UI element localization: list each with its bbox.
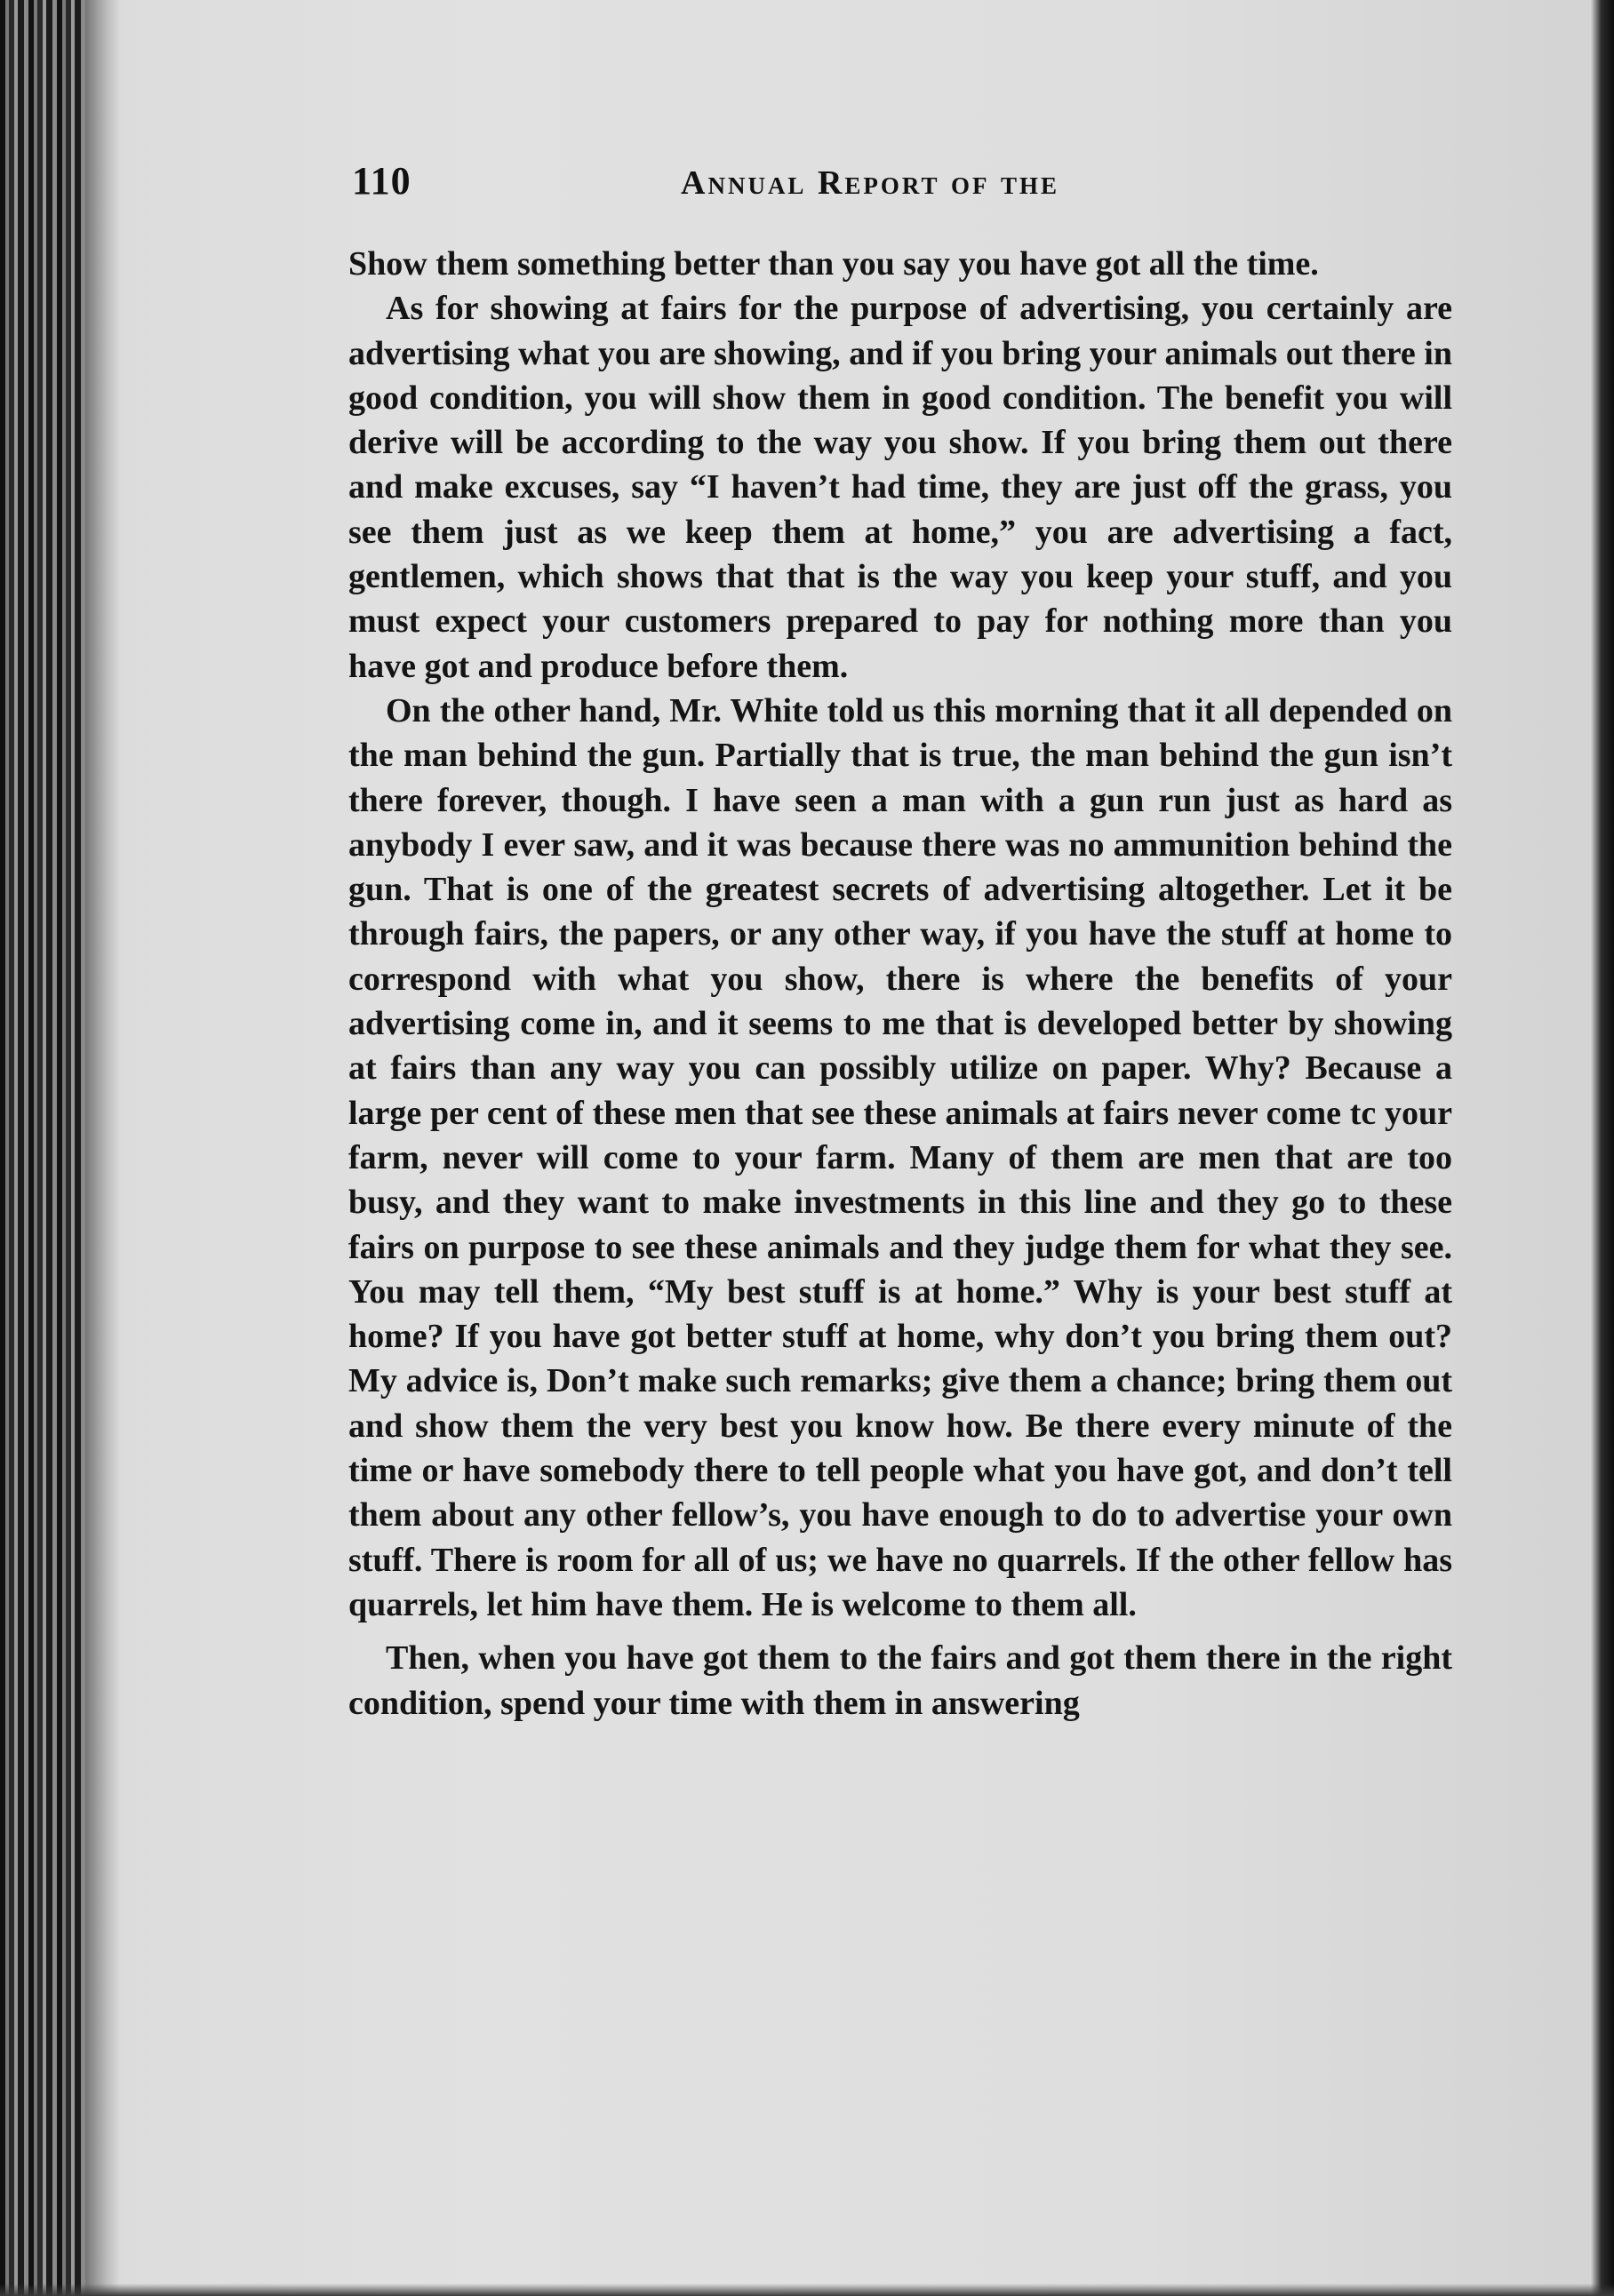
book-binding	[0, 0, 92, 2296]
paragraph-2: As for showing at fairs for the purpose of advertising, you certainly are advertising what you are showing, and if you bring your animals out there in good condition, you will show them in good condition. The benefit you will derive will be according to the way you show. If you bring them out there and make excuses, say “I haven’t had time, they are just off the grass, you see them just as we keep them at home,” you are advertising a fact, gentlemen, which shows that that is the way you keep your stuff, and you must expect your customers prepared to pay for nothing more than you have got and produce before them.	[348, 290, 1452, 685]
binding-shadow	[85, 0, 121, 2296]
running-head: Annual Report of the	[681, 164, 1059, 202]
page-number: 110	[352, 159, 411, 203]
paragraph-4: Then, when you have got them to the fairs and got them there in the right condition, spend your time with them in answering	[348, 1639, 1452, 1722]
paragraph-1: Show them something better than you say you have got all the time.	[348, 245, 1319, 283]
page-right-edge	[1591, 0, 1614, 2296]
page-header	[352, 149, 1454, 211]
page-bottom-edge	[0, 2284, 1614, 2296]
paragraph-3: On the other hand, Mr. White told us this morning that it all depended on the man behind the gun. Partially that is true, the man behind the gun isn’t there forever, though. I have seen a man with a gun run just as hard as anybody I ever saw, and it was because there was no ammunition behind the gun. That is one of the greatest secrets of advertising altogether. Let it be through fairs, the papers, or any other way, if you have the stuff at home to correspond with what you show, there is where the benefits of your advertising come in, and it seems to me that is developed better by showing at fairs than any way you can possibly utilize on paper. Why? Because a large per cent of these men that see these animals at fairs never come tc your farm, never will come to your farm. Many of them are men that are too busy, and they want to make investments in this line and they go to these fairs on purpose to see these animals and they judge them for what they see. You may tell them, “My best stuff is at home.” Why is your best stuff at home? If you have got better stuff at home, why don’t you bring them out? My advice is, Don’t make such remarks; give them a chance; bring them out and show them the very best you know how. Be there every minute of the time or have somebody there to tell people what you have got, and don’t tell them about any other fellow’s, you have enough to do to advertise your own stuff. There is room for all of us; we have no quarrels. If the other fellow has quarrels, let him have them. He is welcome to them all.	[348, 691, 1452, 1623]
body-text	[348, 242, 1452, 1726]
